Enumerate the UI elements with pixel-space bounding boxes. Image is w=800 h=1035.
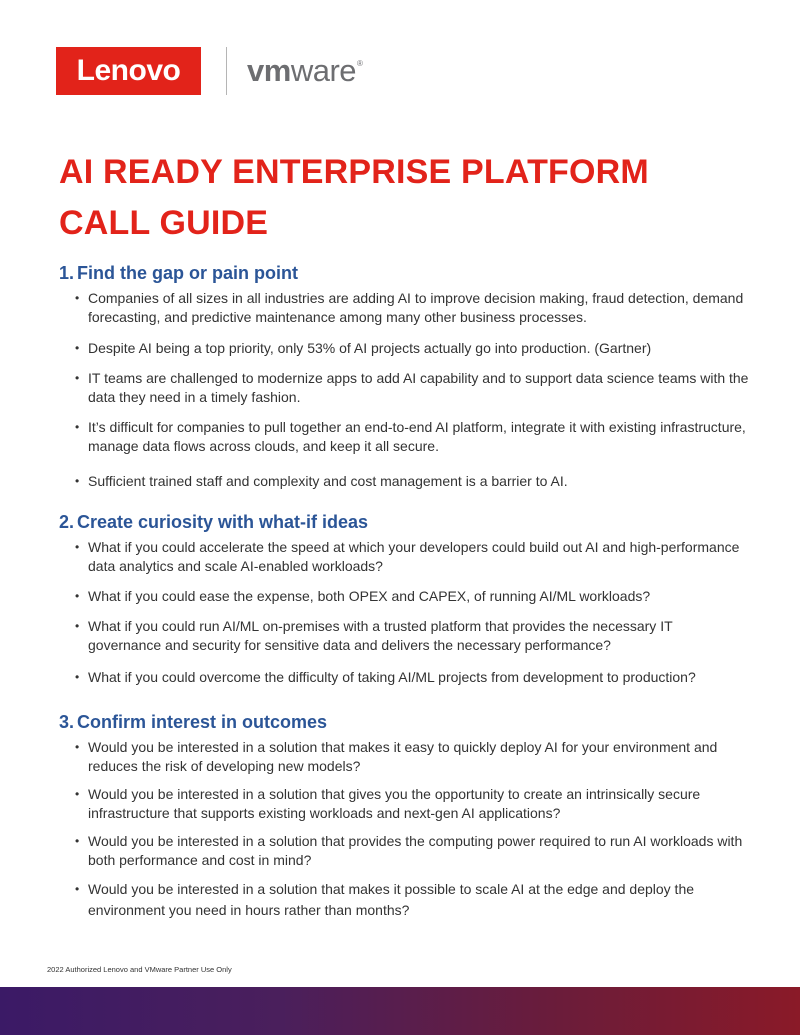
bullet-item: • It’s difficult for companies to pull together an end-to-end AI platform, integrate it with existing infrastructure, manage data flows across clouds, and keep it all secure.	[75, 418, 749, 456]
bullet-list	[75, 289, 749, 491]
page-title	[59, 147, 739, 249]
vmware-logo-vm: vm	[247, 53, 291, 88]
lenovo-logo: Lenovo	[56, 47, 201, 95]
bullet-item: • Sufficient trained staff and complexity and cost management is a barrier to AI.	[75, 472, 749, 491]
section-heading	[59, 711, 749, 733]
logo-divider	[226, 47, 227, 95]
section-create-curiosity	[59, 511, 749, 687]
bullet-item: • What if you could run AI/ML on-premises with a trusted platform that provides the necessary IT governance and security for sensitive data and delivers the necessary performance?	[75, 617, 749, 655]
section-heading	[59, 511, 749, 533]
bullet-item: • Would you be interested in a solution that gives you the opportunity to create an intrinsically secure infrastructure that supports existing workloads and next-gen AI applications?	[75, 785, 749, 823]
page-title-line-1: AI READY ENTERPRISE PLATFORM	[59, 153, 649, 191]
bullet-item: • What if you could ease the expense, both OPEX and CAPEX, of running AI/ML workloads?	[75, 587, 749, 606]
bullet-item: • IT teams are challenged to modernize apps to add AI capability and to support data science teams with the data they need in a timely fashion.	[75, 369, 749, 407]
vmware-logo	[247, 53, 362, 89]
section-number: 1.	[59, 263, 75, 283]
section-number: 2.	[59, 512, 75, 532]
bullet-item: • Would you be interested in a solution that provides the computing power required to run AI workloads with both performance and cost in mind?	[75, 832, 749, 870]
bullet-item: • What if you could accelerate the speed at which your developers could build out AI and high-performance data analytics and scale AI-enabled workloads?	[75, 538, 749, 576]
section-heading-text: Find the gap or pain point	[77, 263, 298, 283]
bullet-list	[75, 738, 749, 921]
section-heading-text: Confirm interest in outcomes	[77, 712, 328, 732]
vmware-logo-ware: ware	[290, 53, 357, 88]
page-title-line-2: CALL GUIDE	[59, 204, 269, 242]
bullet-item: • Would you be interested in a solution that makes it easy to quickly deploy AI for your environment and reduces the risk of developing new models?	[75, 738, 749, 776]
bullet-item: • What if you could overcome the difficulty of taking AI/ML projects from development to production?	[75, 668, 749, 687]
footer-note: 2022 Authorized Lenovo and VMware Partner Use Only	[47, 965, 232, 974]
bullet-list	[75, 538, 749, 687]
footer-gradient-band	[0, 987, 800, 1035]
section-confirm-interest	[59, 711, 749, 921]
section-heading-text: Create curiosity with what-if ideas	[77, 512, 369, 532]
bullet-item: • Would you be interested in a solution that makes it possible to scale AI at the edge and deploy the environment you need in hours rather than months?	[75, 879, 749, 921]
vmware-logo-registered: ®	[357, 59, 363, 68]
bullet-item: • Despite AI being a top priority, only 53% of AI projects actually go into production. (Gartner)	[75, 339, 749, 358]
logo-bar	[56, 47, 362, 95]
section-heading	[59, 262, 749, 284]
section-find-gap	[59, 262, 749, 491]
section-number: 3.	[59, 712, 75, 732]
bullet-item: • Companies of all sizes in all industries are adding AI to improve decision making, fraud detection, demand forecasting, and predictive maintenance among many other business processes.	[75, 289, 749, 327]
